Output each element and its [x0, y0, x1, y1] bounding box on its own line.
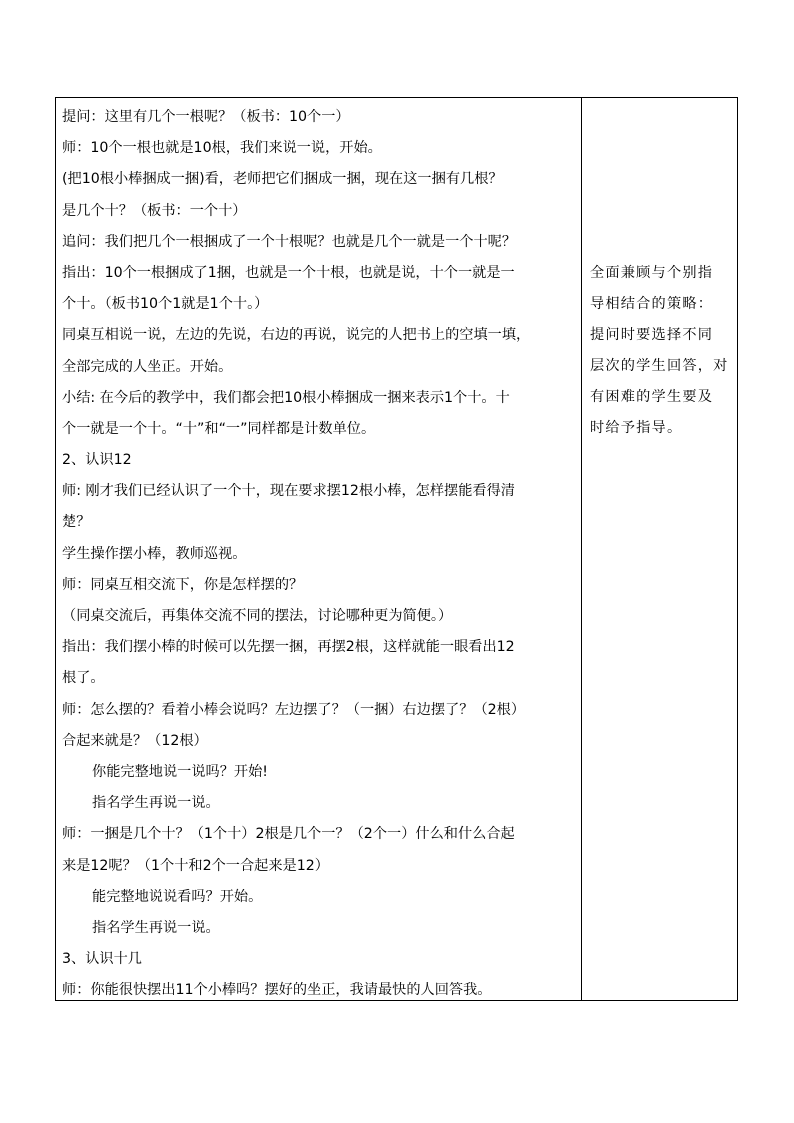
lesson-text-line: 指出：10个一根捆成了1捆，也就是一个十根，也就是说，十个一就是一 [62, 264, 515, 281]
lesson-plan-table [55, 97, 738, 1001]
design-note-line: 层次的学生回答，对 [590, 358, 729, 374]
design-intent-column [582, 98, 737, 1000]
design-note-line: 提问时要选择不同 [590, 327, 714, 343]
lesson-text-line: 来是12呢？（1个十和2个一合起来是12） [62, 857, 329, 874]
lesson-text-line: 师：10个一根也就是10根，我们来说一说，开始。 [62, 140, 382, 157]
lesson-text-line: 个一就是一个十。“十”和“一”同样都是计数单位。 [62, 420, 376, 437]
lesson-text-line: 3、认识十几 [62, 951, 142, 968]
lesson-text-line: 合起来就是？（12根） [62, 732, 208, 749]
lesson-text-line: (把10根小棒捆成一捆)看，老师把它们捆成一捆，现在这一捆有几根？ [62, 171, 503, 188]
lesson-text-line: 师: 刚才我们已经认识了一个十，现在要求摆12根小棒，怎样摆能看得清 [62, 483, 515, 500]
lesson-text-line: 师：你能很快摆出11个小棒吗？摆好的坐正，我请最快的人回答我。 [62, 982, 492, 999]
design-note-line: 全面兼顾与个别指 [590, 265, 714, 281]
lesson-text-line: 2、认识12 [62, 452, 132, 469]
lesson-text-line: 全部完成的人坐正。开始。 [62, 358, 233, 375]
lesson-text-line: 追问：我们把几个一根捆成了一个十根呢？也就是几个一就是一个十呢？ [62, 233, 517, 250]
design-note-line: 导相结合的策略： [590, 296, 714, 312]
lesson-text-line: 能完整地说说看吗？开始。 [92, 888, 263, 905]
lesson-text-line: 指名学生再说一说。 [92, 795, 220, 812]
lesson-text-line: 个十。（板书10个1就是1个十。） [62, 296, 269, 313]
lesson-text-line: 师：同桌互相交流下，你是怎样摆的？ [62, 576, 304, 593]
design-note-line: 时给予指导。 [590, 420, 683, 436]
lesson-text-line: 指出：我们摆小棒的时候可以先摆一捆，再摆2根，这样就能一眼看出12 [62, 639, 515, 656]
design-note-line: 有困难的学生要及 [590, 389, 714, 405]
lesson-text-line: 师：一捆是几个十？（1个十）2根是几个一？（2个一）什么和什么合起 [62, 826, 515, 843]
lesson-text-line: 小结: 在今后的教学中，我们都会把10根小棒捆成一捆来表示1个十。十 [62, 389, 510, 406]
lesson-text-line: 你能完整地说一说吗？开始! [92, 763, 268, 780]
lesson-text-line: 师：怎么摆的？看着小棒会说吗？左边摆了？（一捆）右边摆了？（2根） [62, 701, 526, 718]
lesson-text-line: 根了。 [62, 670, 105, 687]
lesson-text-line: 指名学生再说一说。 [92, 919, 220, 936]
lesson-text-line: 是几个十？（板书：一个十） [62, 202, 247, 219]
lesson-text-line: 同桌互相说一说，左边的先说，右边的再说，说完的人把书上的空填一填， [62, 327, 531, 344]
lesson-text-line: 提问：这里有几个一根呢？（板书：10个一） [62, 109, 350, 125]
lesson-text-line: 楚？ [62, 514, 91, 531]
teaching-process-column [56, 98, 582, 1000]
lesson-text-line: （同桌交流后，再集体交流不同的摆法，讨论哪种更为简便。） [62, 608, 453, 624]
lesson-text-line: 学生操作摆小棒，教师巡视。 [62, 545, 247, 562]
